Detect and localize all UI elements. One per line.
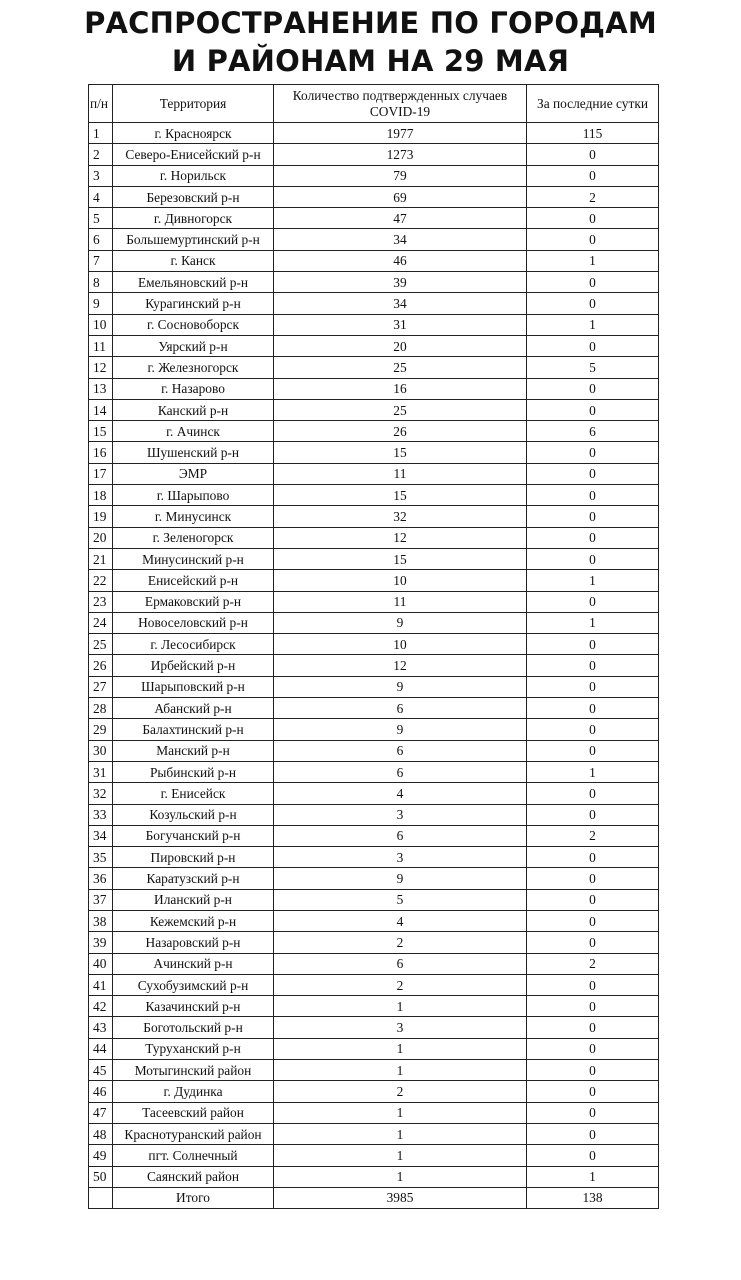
table-row xyxy=(89,889,659,910)
table-row xyxy=(89,1123,659,1144)
row-number: 3 xyxy=(89,165,113,186)
row-daily: 0 xyxy=(527,1123,659,1144)
table-row xyxy=(89,335,659,356)
table-row xyxy=(89,548,659,569)
row-territory: Назаровский р-н xyxy=(113,932,274,953)
table-row xyxy=(89,634,659,655)
row-territory: Канский р-н xyxy=(113,399,274,420)
row-daily: 6 xyxy=(527,421,659,442)
row-daily: 1 xyxy=(527,1166,659,1187)
row-cases: 1 xyxy=(274,1038,527,1059)
row-number: 22 xyxy=(89,570,113,591)
row-number: 19 xyxy=(89,506,113,527)
row-territory: г. Назарово xyxy=(113,378,274,399)
row-cases: 46 xyxy=(274,250,527,271)
row-cases: 1 xyxy=(274,1060,527,1081)
row-daily: 0 xyxy=(527,506,659,527)
row-cases: 31 xyxy=(274,314,527,335)
table-row xyxy=(89,996,659,1017)
row-cases: 32 xyxy=(274,506,527,527)
table-row xyxy=(89,1145,659,1166)
row-daily: 0 xyxy=(527,463,659,484)
table-row xyxy=(89,293,659,314)
row-number: 43 xyxy=(89,1017,113,1038)
row-daily: 1 xyxy=(527,570,659,591)
row-number: 42 xyxy=(89,996,113,1017)
row-territory: Шушенский р-н xyxy=(113,442,274,463)
row-daily: 0 xyxy=(527,272,659,293)
row-daily: 0 xyxy=(527,740,659,761)
title-line-1: РАСПРОСТРАНЕНИЕ ПО ГОРОДАМ xyxy=(84,6,657,40)
table-row xyxy=(89,612,659,633)
row-cases: 26 xyxy=(274,421,527,442)
row-daily: 0 xyxy=(527,698,659,719)
table-row xyxy=(89,761,659,782)
row-number: 46 xyxy=(89,1081,113,1102)
row-daily: 0 xyxy=(527,165,659,186)
row-daily: 0 xyxy=(527,548,659,569)
row-cases: 16 xyxy=(274,378,527,399)
row-territory: Тасеевский район xyxy=(113,1102,274,1123)
row-daily: 0 xyxy=(527,783,659,804)
row-daily: 0 xyxy=(527,847,659,868)
row-cases: 11 xyxy=(274,463,527,484)
row-territory: г. Енисейск xyxy=(113,783,274,804)
header-number: п/н xyxy=(89,85,113,123)
row-daily: 0 xyxy=(527,932,659,953)
row-number: 50 xyxy=(89,1166,113,1187)
row-daily: 0 xyxy=(527,1145,659,1166)
row-number: 49 xyxy=(89,1145,113,1166)
row-daily: 0 xyxy=(527,591,659,612)
table-row xyxy=(89,229,659,250)
row-daily: 0 xyxy=(527,229,659,250)
row-territory: Рыбинский р-н xyxy=(113,761,274,782)
table-row xyxy=(89,250,659,271)
row-cases: 39 xyxy=(274,272,527,293)
row-daily: 0 xyxy=(527,676,659,697)
table-row xyxy=(89,1017,659,1038)
row-cases: 12 xyxy=(274,655,527,676)
row-number: 14 xyxy=(89,399,113,420)
row-cases: 34 xyxy=(274,293,527,314)
row-daily: 0 xyxy=(527,293,659,314)
row-territory: Енисейский р-н xyxy=(113,570,274,591)
row-territory: Боготольский р-н xyxy=(113,1017,274,1038)
row-cases: 47 xyxy=(274,208,527,229)
row-number: 45 xyxy=(89,1060,113,1081)
row-territory: Березовский р-н xyxy=(113,186,274,207)
table-row xyxy=(89,1081,659,1102)
row-cases: 1 xyxy=(274,1123,527,1144)
total-daily: 138 xyxy=(527,1187,659,1208)
row-number: 29 xyxy=(89,719,113,740)
row-cases: 2 xyxy=(274,1081,527,1102)
row-cases: 9 xyxy=(274,868,527,889)
row-daily: 0 xyxy=(527,910,659,931)
row-daily: 0 xyxy=(527,1102,659,1123)
table-row xyxy=(89,527,659,548)
row-cases: 10 xyxy=(274,634,527,655)
row-cases: 10 xyxy=(274,570,527,591)
row-daily: 0 xyxy=(527,1017,659,1038)
row-number: 13 xyxy=(89,378,113,399)
row-daily: 0 xyxy=(527,655,659,676)
row-cases: 20 xyxy=(274,335,527,356)
row-territory: Курагинский р-н xyxy=(113,293,274,314)
row-daily: 2 xyxy=(527,825,659,846)
row-daily: 0 xyxy=(527,208,659,229)
total-cases: 3985 xyxy=(274,1187,527,1208)
row-cases: 34 xyxy=(274,229,527,250)
table-row xyxy=(89,953,659,974)
row-daily: 0 xyxy=(527,144,659,165)
row-number: 40 xyxy=(89,953,113,974)
row-territory: Емельяновский р-н xyxy=(113,272,274,293)
row-daily: 0 xyxy=(527,974,659,995)
table-row xyxy=(89,847,659,868)
row-territory: Минусинский р-н xyxy=(113,548,274,569)
row-number: 32 xyxy=(89,783,113,804)
table-row xyxy=(89,698,659,719)
row-territory: Саянский район xyxy=(113,1166,274,1187)
row-territory: г. Зеленогорск xyxy=(113,527,274,548)
row-cases: 9 xyxy=(274,612,527,633)
row-cases: 69 xyxy=(274,186,527,207)
row-daily: 0 xyxy=(527,485,659,506)
row-cases: 15 xyxy=(274,485,527,506)
row-cases: 9 xyxy=(274,719,527,740)
row-cases: 11 xyxy=(274,591,527,612)
row-cases: 3 xyxy=(274,804,527,825)
row-number: 17 xyxy=(89,463,113,484)
row-number: 7 xyxy=(89,250,113,271)
row-cases: 25 xyxy=(274,357,527,378)
table-row xyxy=(89,314,659,335)
row-territory: Козульский р-н xyxy=(113,804,274,825)
table-body xyxy=(89,123,659,1188)
table-row xyxy=(89,165,659,186)
row-territory: г. Железногорск xyxy=(113,357,274,378)
row-number: 27 xyxy=(89,676,113,697)
total-number-cell xyxy=(89,1187,113,1208)
row-number: 34 xyxy=(89,825,113,846)
row-territory: г. Сосновоборск xyxy=(113,314,274,335)
row-cases: 6 xyxy=(274,698,527,719)
row-number: 39 xyxy=(89,932,113,953)
table-row xyxy=(89,974,659,995)
row-number: 9 xyxy=(89,293,113,314)
row-cases: 1977 xyxy=(274,123,527,144)
table-row xyxy=(89,740,659,761)
row-cases: 3 xyxy=(274,847,527,868)
row-daily: 1 xyxy=(527,250,659,271)
table-row xyxy=(89,272,659,293)
row-daily: 0 xyxy=(527,442,659,463)
row-territory: Манский р-н xyxy=(113,740,274,761)
row-cases: 1 xyxy=(274,1166,527,1187)
row-territory: Балахтинский р-н xyxy=(113,719,274,740)
row-territory: г. Шарыпово xyxy=(113,485,274,506)
table-row xyxy=(89,783,659,804)
row-number: 5 xyxy=(89,208,113,229)
row-number: 11 xyxy=(89,335,113,356)
row-territory: г. Дивногорск xyxy=(113,208,274,229)
row-cases: 1 xyxy=(274,996,527,1017)
row-cases: 4 xyxy=(274,783,527,804)
row-number: 23 xyxy=(89,591,113,612)
row-number: 30 xyxy=(89,740,113,761)
row-number: 16 xyxy=(89,442,113,463)
row-cases: 9 xyxy=(274,676,527,697)
row-daily: 2 xyxy=(527,953,659,974)
row-number: 33 xyxy=(89,804,113,825)
row-territory: г. Ачинск xyxy=(113,421,274,442)
row-cases: 12 xyxy=(274,527,527,548)
row-number: 2 xyxy=(89,144,113,165)
row-territory: Большемуртинский р-н xyxy=(113,229,274,250)
row-cases: 6 xyxy=(274,953,527,974)
row-daily: 0 xyxy=(527,719,659,740)
table-row xyxy=(89,421,659,442)
row-daily: 0 xyxy=(527,996,659,1017)
row-territory: Абанский р-н xyxy=(113,698,274,719)
row-number: 25 xyxy=(89,634,113,655)
row-territory: г. Канск xyxy=(113,250,274,271)
table-row xyxy=(89,1038,659,1059)
row-territory: Каратузский р-н xyxy=(113,868,274,889)
row-cases: 6 xyxy=(274,825,527,846)
row-number: 44 xyxy=(89,1038,113,1059)
row-cases: 1 xyxy=(274,1145,527,1166)
row-daily: 0 xyxy=(527,1060,659,1081)
row-territory: Иланский р-н xyxy=(113,889,274,910)
row-daily: 0 xyxy=(527,889,659,910)
row-number: 35 xyxy=(89,847,113,868)
row-number: 6 xyxy=(89,229,113,250)
table-row xyxy=(89,676,659,697)
row-number: 12 xyxy=(89,357,113,378)
total-label: Итого xyxy=(113,1187,274,1208)
row-territory: г. Красноярск xyxy=(113,123,274,144)
row-cases: 6 xyxy=(274,740,527,761)
row-number: 36 xyxy=(89,868,113,889)
row-territory: Кежемский р-н xyxy=(113,910,274,931)
row-daily: 0 xyxy=(527,527,659,548)
row-number: 20 xyxy=(89,527,113,548)
table-row xyxy=(89,186,659,207)
row-cases: 2 xyxy=(274,932,527,953)
table-row xyxy=(89,442,659,463)
row-territory: пгт. Солнечный xyxy=(113,1145,274,1166)
row-number: 21 xyxy=(89,548,113,569)
row-number: 1 xyxy=(89,123,113,144)
row-number: 8 xyxy=(89,272,113,293)
row-number: 4 xyxy=(89,186,113,207)
row-number: 38 xyxy=(89,910,113,931)
row-cases: 25 xyxy=(274,399,527,420)
table-row xyxy=(89,910,659,931)
row-number: 37 xyxy=(89,889,113,910)
row-number: 31 xyxy=(89,761,113,782)
row-territory: Ирбейский р-н xyxy=(113,655,274,676)
row-daily: 0 xyxy=(527,634,659,655)
row-territory: Туруханский р-н xyxy=(113,1038,274,1059)
header-confirmed-cases: Количество подтвержденных случаев COVID-19 xyxy=(274,85,527,123)
table-row xyxy=(89,123,659,144)
row-territory: Пировский р-н xyxy=(113,847,274,868)
row-daily: 0 xyxy=(527,804,659,825)
row-territory: Северо-Енисейский р-н xyxy=(113,144,274,165)
table-row xyxy=(89,399,659,420)
header-last-day: За последние сутки xyxy=(527,85,659,123)
row-territory: г. Лесосибирск xyxy=(113,634,274,655)
row-cases: 2 xyxy=(274,974,527,995)
table-row xyxy=(89,719,659,740)
table-row xyxy=(89,591,659,612)
row-daily: 1 xyxy=(527,612,659,633)
table-row xyxy=(89,357,659,378)
row-number: 15 xyxy=(89,421,113,442)
table-row xyxy=(89,655,659,676)
row-number: 28 xyxy=(89,698,113,719)
total-row xyxy=(89,1187,659,1208)
row-cases: 3 xyxy=(274,1017,527,1038)
table-row xyxy=(89,208,659,229)
row-number: 48 xyxy=(89,1123,113,1144)
cases-table xyxy=(88,84,659,1209)
table-row xyxy=(89,1060,659,1081)
table-row xyxy=(89,825,659,846)
row-territory: Сухобузимский р-н xyxy=(113,974,274,995)
row-daily: 0 xyxy=(527,378,659,399)
row-number: 24 xyxy=(89,612,113,633)
row-territory: Краснотуранский район xyxy=(113,1123,274,1144)
row-number: 47 xyxy=(89,1102,113,1123)
table-row xyxy=(89,506,659,527)
row-cases: 1273 xyxy=(274,144,527,165)
row-daily: 0 xyxy=(527,1081,659,1102)
table-row xyxy=(89,804,659,825)
table-row xyxy=(89,1166,659,1187)
row-number: 18 xyxy=(89,485,113,506)
table-row xyxy=(89,463,659,484)
row-daily: 1 xyxy=(527,761,659,782)
table-row xyxy=(89,485,659,506)
row-cases: 5 xyxy=(274,889,527,910)
row-territory: Шарыповский р-н xyxy=(113,676,274,697)
row-cases: 15 xyxy=(274,442,527,463)
row-daily: 0 xyxy=(527,399,659,420)
table-row xyxy=(89,378,659,399)
table-row xyxy=(89,868,659,889)
table-row xyxy=(89,932,659,953)
row-territory: г. Норильск xyxy=(113,165,274,186)
row-number: 41 xyxy=(89,974,113,995)
row-territory: ЭМР xyxy=(113,463,274,484)
row-number: 10 xyxy=(89,314,113,335)
row-cases: 6 xyxy=(274,761,527,782)
row-daily: 115 xyxy=(527,123,659,144)
table-row xyxy=(89,570,659,591)
row-daily: 0 xyxy=(527,1038,659,1059)
row-territory: Ачинский р-н xyxy=(113,953,274,974)
table-header-row xyxy=(89,85,659,123)
row-territory: Новоселовский р-н xyxy=(113,612,274,633)
table-row xyxy=(89,144,659,165)
row-cases: 1 xyxy=(274,1102,527,1123)
row-territory: Казачинский р-н xyxy=(113,996,274,1017)
row-number: 26 xyxy=(89,655,113,676)
table-row xyxy=(89,1102,659,1123)
page-title xyxy=(0,4,741,80)
row-territory: г. Минусинск xyxy=(113,506,274,527)
row-daily: 1 xyxy=(527,314,659,335)
row-territory: Богучанский р-н xyxy=(113,825,274,846)
row-territory: Мотыгинский район xyxy=(113,1060,274,1081)
row-daily: 0 xyxy=(527,868,659,889)
row-daily: 5 xyxy=(527,357,659,378)
row-cases: 15 xyxy=(274,548,527,569)
header-territory: Территория xyxy=(113,85,274,123)
row-cases: 79 xyxy=(274,165,527,186)
row-territory: Уярский р-н xyxy=(113,335,274,356)
row-daily: 0 xyxy=(527,335,659,356)
row-cases: 4 xyxy=(274,910,527,931)
title-line-2: И РАЙОНАМ НА 29 МАЯ xyxy=(171,44,570,78)
row-territory: г. Дудинка xyxy=(113,1081,274,1102)
row-territory: Ермаковский р-н xyxy=(113,591,274,612)
row-daily: 2 xyxy=(527,186,659,207)
